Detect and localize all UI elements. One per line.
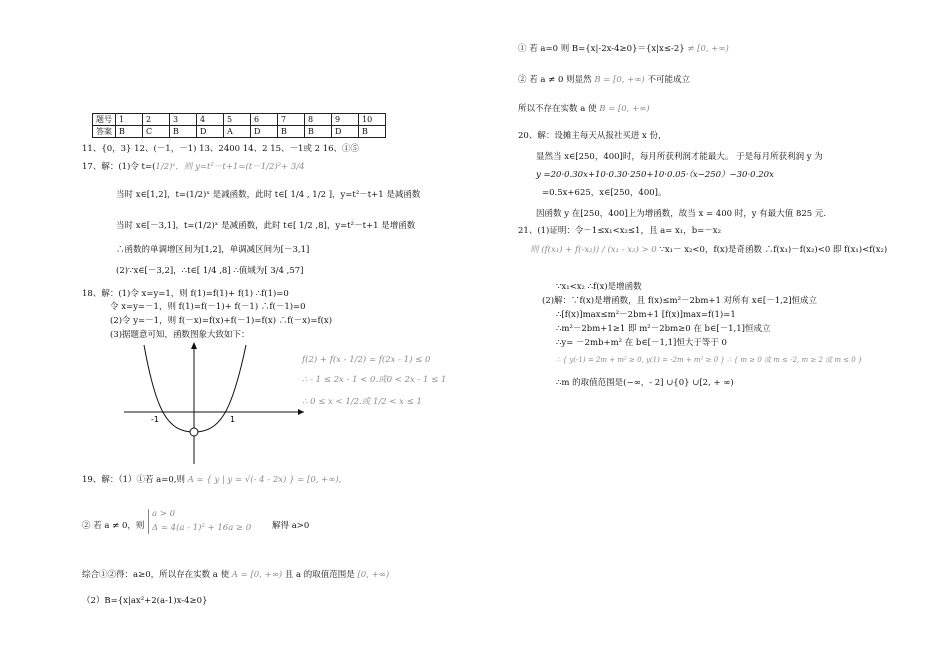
q17-step1-end: 1/2)²+ 3/4	[260, 162, 305, 172]
table-header-cell: 5	[224, 114, 251, 126]
answer-table	[92, 113, 386, 138]
q19-part1	[82, 475, 341, 486]
q19-case2-result: 解得 a>0	[272, 521, 310, 531]
q21-fraction: 则 (f(x₁) + f(-x₂)) / (x₁ - x₂) > 0	[530, 245, 657, 255]
table-row-label: 答案	[93, 126, 116, 138]
r-conclusion-math: B = [0, +∞)	[599, 104, 650, 114]
q21-ineq: ∴m²－2bm+1≥1 即 m²－2bm≥0 在 b∈[－1,1]恒成立	[556, 324, 771, 334]
table-answer-cell: D	[251, 126, 278, 138]
q21-linear: ∴y= －2mb+m² 在 b∈[－1,1]恒大于等于 0	[556, 338, 727, 348]
table-header-cell: 2	[143, 114, 170, 126]
q19-part1-text: 19、解：（1）①若 a=0,则	[82, 475, 185, 485]
table-answer-cell: B	[305, 126, 332, 138]
q18-step1: 18、解：(1)令 x=y=1，则 f(1)=f(1)+ f(1) ∴f(1)=0	[82, 289, 289, 299]
r-conclusion-text: 所以不存在实数 a 使	[518, 104, 597, 114]
table-header-cell: 1	[116, 114, 143, 126]
table-header-cell: 9	[332, 114, 359, 126]
table-answer-cell: A	[224, 126, 251, 138]
q19-conclusion-range: [0, +∞)	[357, 570, 390, 580]
table-header-cell: 10	[359, 114, 386, 126]
x-axis-arrow	[298, 409, 304, 415]
table-answer-cell: D	[332, 126, 359, 138]
q18-step1b: 令 x=y=－1，则 f(1)=f(－1)+ f(－1) ∴f(－1)=0	[110, 302, 306, 312]
q21-max: ∴[f(x)]max≤m²－2bm+1 [f(x)]max=f(1)=1	[556, 310, 736, 320]
q21-range: ∴m 的取值范围是(−∞，- 2] ∪{0} ∪[2, + ∞)	[556, 378, 734, 388]
table-answer-cell: D	[197, 126, 224, 138]
r-case1-text: ① 若 a=0 则 B={x|-2x-4≥0}＝{x|x≤-2}	[518, 44, 685, 54]
q21-proof-text: ∵x₁－ x₂<0，f(x)是奇函数 ∴f(x₁)－f(x₂)<0 即 f(x₁)<f(x₂)	[659, 245, 888, 255]
q20-result: 因函数 y 在[250，400]上为增函数，故当 x = 400 时，y 有最大值 825 元.	[536, 209, 827, 219]
r-case1-math: ≠ [0, +∞)	[687, 44, 729, 54]
r-case2-end: 不可能成立	[647, 75, 690, 85]
q19-conclusion	[82, 570, 389, 581]
r-conclusion	[518, 104, 650, 115]
table-answer-cell: B	[359, 126, 386, 138]
answer-table-answer-row	[93, 126, 386, 138]
q19-conclusion-mid: 且 a 的取值范围是	[284, 570, 355, 580]
q17-step1-expr: 1/2)ˣ，则 y=t²－t+1=(t－	[155, 162, 261, 172]
q18-formula-3: ∴ 0 ≤ x < 1/2.或 1/2 < x ≤ 1	[302, 397, 422, 407]
r-case1	[518, 44, 729, 55]
r-case2-math: B = [0, +∞)	[594, 75, 645, 85]
q21-proof-intro: 21、(1)证明：令－1≤x₁<x₂≤1，且 a= x₁，b=－x₂	[518, 226, 722, 236]
q17-step1-text: 17、解：(1)令 t=(	[82, 162, 156, 172]
tick-label-neg1: -1	[151, 415, 159, 424]
answers-11-16: 11、{0，3} 12、(－1，－1) 13、2400 14、2 15、－1或 2 16、①⑤	[82, 144, 360, 154]
q21-increasing: ∵x₁<x₂ ∴f(x)是增函数	[556, 282, 642, 292]
q18-step3: (3)据题意可知，函数图象大致如下：	[110, 330, 250, 340]
q20-intro: 20、解：设摊主每天从报社买进 x 份，	[518, 131, 667, 141]
q17-case2: 当时 x∈[－3,1]，t=(1/2)ˣ 是减函数，此时 t∈[ 1/2 ,8]，y=t²－t+1 是增函数	[116, 221, 416, 231]
q21-proof-step	[530, 245, 887, 256]
q19-conclusion-math: A = [0, +∞)	[231, 570, 283, 580]
tick-label-1: 1	[230, 415, 236, 424]
table-header-cell: 3	[170, 114, 197, 126]
q20-profit-simplified: =0.5x+625，x∈[250，400]。	[542, 188, 667, 198]
q21-part2: (2)解：∵f(x)是增函数，且 f(x)≤m²－2bm+1 对所有 x∈[－1,2]恒成立	[542, 296, 818, 306]
r-case2-text: ② 若 a ≠ 0 则显然	[518, 75, 592, 85]
q18-step2: (2)令 y=－1，则 f(－x)=f(x)+f(－1)=f(x) ∴f(－x)=f(x)	[110, 316, 333, 326]
q20-line2: 显然当 x∈[250，400]时，每月所获利润才能最大。 于是每月所获利润 y 为	[536, 152, 823, 162]
answer-table-header-row	[93, 114, 386, 126]
q18-formula-1: f(2) + f(x - 1/2) = f(2x - 1) ≤ 0	[302, 355, 431, 365]
table-answer-cell: B	[170, 126, 197, 138]
table-answer-cell: C	[143, 126, 170, 138]
q19-case2-cond2: Δ = 4(a - 1)² + 16a ≥ 0	[152, 523, 252, 533]
table-header-label: 题号	[93, 114, 116, 126]
q21-system: ∴ { y(-1) = 2m + m² ≥ 0, y(1) = -2m + m² ≥ 0 } ∴ { m ≥ 0 或 m ≤ -2, m ≥ 2 或 m ≤ 0 }	[556, 356, 863, 364]
table-answer-cell: B	[278, 126, 305, 138]
table-header-cell: 6	[251, 114, 278, 126]
q20-profit-expr: y =20·0.30x+10·0.30·250+10·0.05·（x−250）−30·0.20x	[536, 170, 774, 180]
q17-step1	[82, 162, 305, 173]
q19-case2-cond1: a > 0	[152, 509, 176, 519]
table-header-cell: 8	[305, 114, 332, 126]
q17-case1: 当时 x∈[1,2]，t=(1/2)ˣ 是减函数，此时 t∈[ 1/4 , 1/2 ]，y=t²－t+1 是减函数	[116, 190, 421, 200]
q19-conclusion-text: 综合①②得：a≥0，所以存在实数 a 使	[82, 570, 230, 580]
q18-function-graph	[124, 340, 314, 465]
q19-part1-math: A = { y | y = √(- 4 - 2x) } = [0, +∞),	[187, 475, 342, 485]
q19-case2-system	[148, 509, 251, 534]
table-answer-cell: B	[116, 126, 143, 138]
open-point-origin	[190, 428, 198, 436]
r-case2	[518, 75, 690, 86]
y-axis-arrow	[191, 342, 197, 349]
table-header-cell: 7	[278, 114, 305, 126]
q18-formula-2: ∴ - 1 ≤ 2x - 1 < 0.或0 < 2x - 1 ≤ 1	[302, 375, 447, 385]
table-header-cell: 4	[197, 114, 224, 126]
q17-range: (2)∵x∈[－3,2]，∴t∈[ 1/4 ,8] ∴值域为[ 3/4 ,57]	[116, 266, 304, 276]
q19-case2-label: ② 若 a ≠ 0，则	[82, 521, 145, 531]
q17-monotonic: ∴函数的单调增区间为[1,2]，单调减区间为[－3,1]	[116, 245, 310, 255]
q19-part2: （2）B={x|ax²+2(a-1)x-4≥0}	[82, 596, 208, 606]
